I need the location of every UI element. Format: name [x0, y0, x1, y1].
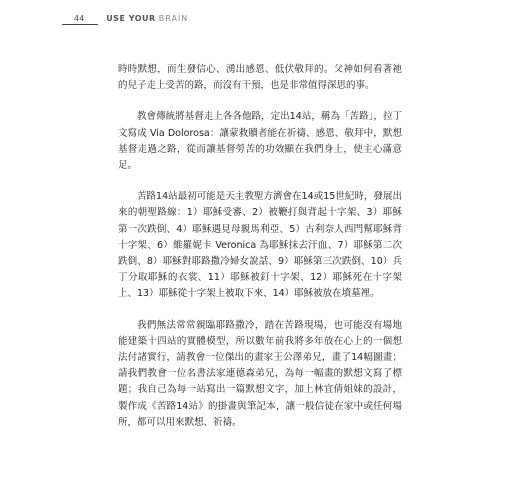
paragraph-3: 苦路14站最初可能是天主教聖方濟會在14或15世紀時，發展出來的朝聖路線：1）耶穌受審、2）被鞭打與背起十字架、3）耶穌第一次跌倒、4）耶穌遇見母親馬利亞、5）古利奈人西門幫耶穌背十字架、6）維羅妮卡 Veronica 為耶穌抹去汗血、7）耶穌第二次跌倒、8）耶穌對耶路撒冷婦女說話、9）耶穌第三次跌倒、10）兵丁分取耶穌的衣裳、11）耶穌被釘十字架、12）耶穌死在十字架上、13）耶穌從十字架上被取下來、14）耶穌被放在墳墓裡。 [118, 191, 402, 300]
page-number: 44 [62, 14, 98, 25]
running-head-light: BRAIN [158, 14, 189, 23]
paragraph-4: 我們無法常常親臨耶路撒冷，踏在苦路現場，也可能沒有場地能建築十四站的實體模型，所以數年前我將多年放在心上的一個想法付諸實行，請教會一位傑出的畫家王公澤弟兄，畫了14幅圖畫；請我們教會一位名書法家連德森弟兄，為每一幅畫的默想文寫了標題；我自己為每一站寫出一篇默想文字，加上林宜倩姐妹的設計，製作成《苦路14站》的掛畫與筆記本，讓一般信徒在家中或任何場所，都可以用來默想、祈禱。 [118, 319, 402, 428]
body-text [118, 62, 402, 446]
paragraph-2: 教會傳統將基督走上各各他路，定出14站，稱為「苦路」，拉丁文寫成 Via Dolorosa：讓蒙救贖者能在祈禱、感恩、敬拜中，默想基督走過之路，從而讓基督勞苦的功效顯在我們身上，使主心滿意足。 [118, 111, 402, 172]
running-header [62, 14, 188, 25]
running-head-title [106, 14, 188, 23]
running-head-bold: USE YOUR [106, 14, 156, 23]
paragraph-1: 時時默想，而生發信心、湧出感恩、低伏敬拜的。父神如何看著祂的兒子走上受苦的路，而沒有干預，也是非常值得深思的事。 [118, 64, 402, 92]
